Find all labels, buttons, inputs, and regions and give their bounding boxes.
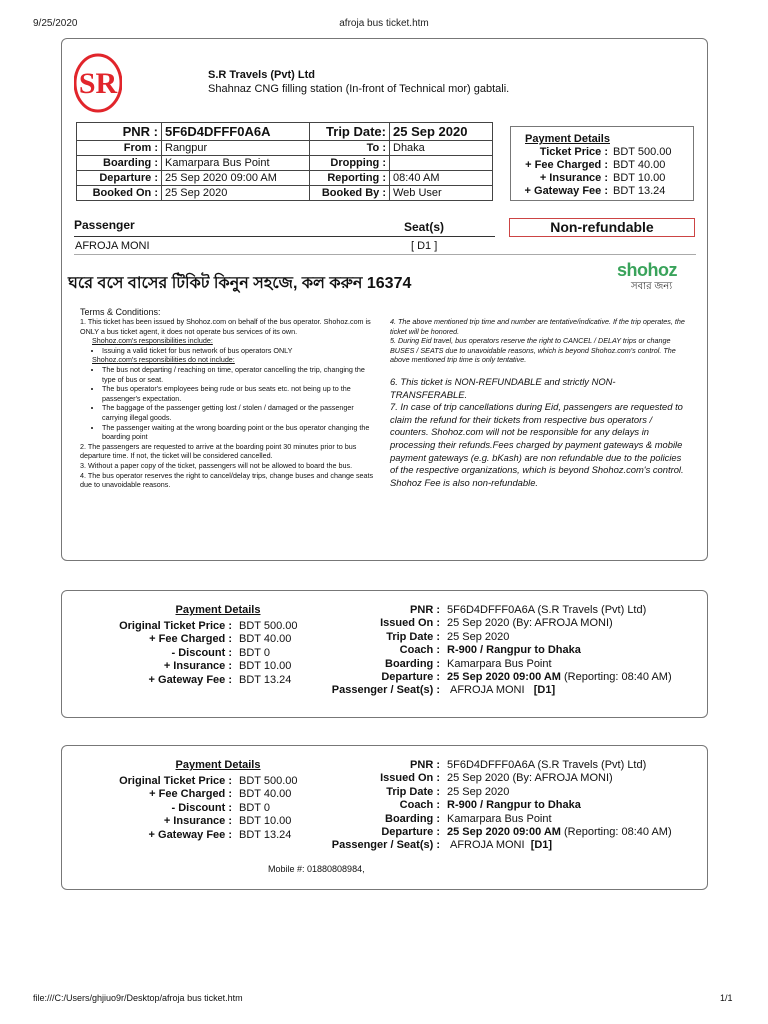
receipt-pay-label: + Gateway Fee : [148,828,232,841]
receipt-boarding-label: Boarding : [385,812,440,825]
receipt-coach-label: Coach : [399,644,440,657]
receipt-pay-row [62,633,291,646]
receipt-pnr-label: PNR : [410,759,440,771]
booked-by-label: Booked By : [310,186,390,201]
term-subheading: Shohoz.com's responsibilities include: [92,336,213,346]
receipt-pay-value: BDT 500.00 [239,775,298,787]
receipt-departure-label: Departure : [381,671,440,683]
mobile-number: Mobile #: 01880808984, [268,864,365,874]
payment-row [511,146,693,159]
receipt-payment-title: Payment Details [175,604,261,616]
receipt-pay-label: + Gateway Fee : [148,673,232,686]
receipt-card [61,745,708,890]
sr-logo-icon [74,53,122,113]
receipt-boarding-row [325,658,552,671]
receipt-pay-value: BDT 40.00 [239,633,292,646]
to-label: To : [310,141,390,156]
receipt-boarding-label: Boarding : [385,657,440,670]
departure-label: Departure : [77,171,162,186]
departure-value: 25 Sep 2020 09:00 AM [162,171,310,186]
receipt-departure-value: 25 Sep 2020 09:00 AM [447,826,561,838]
receipt-pay-row [62,647,270,660]
from-label: From : [77,141,162,156]
term-bullet: • The passenger waiting at the wrong boarding point or the bus operator changing the boarding point [102,423,380,442]
receipt-passenger-value: AFROJA MONI [450,684,525,697]
term-bullet: • The bus not departing / reaching on time, operator cancelling the trip, changing the type of bus or seat. [102,365,380,384]
receipt-seat-value: [D1] [530,839,553,852]
receipt-reporting-value: (Reporting: 08:40 AM) [564,671,672,683]
receipt-passenger-row [260,684,555,697]
receipt-pay-label: + Insurance : [163,660,232,673]
divider [74,236,495,237]
receipt-departure-row [325,671,672,684]
receipt-boarding-value: Kamarpara Bus Point [447,812,552,825]
passenger-header: Passenger [74,218,135,232]
receipt-trip-value: 25 Sep 2020 [447,785,510,798]
payment-row [511,185,693,198]
term-item: 3. Without a paper copy of the ticket, passengers will not be allowed to board the bus. [80,460,353,470]
receipt-pay-label: + Fee Charged : [149,633,232,646]
receipt-trip-row [325,786,509,799]
receipt-pay-row [62,788,291,801]
receipt-pnr-value: 5F6D4DFFF0A6A (S.R Travels (Pvt) Ltd) [447,604,647,616]
receipt-pay-row [62,802,270,815]
company-address: Shahnaz CNG filling station (In-front of Technical mor) gabtali. [208,83,510,95]
receipt-departure-value: 25 Sep 2020 09:00 AM [447,671,561,683]
dropping-label: Dropping : [310,156,390,171]
print-footer-page: 1/1 [720,993,733,1003]
pnr-value: 5F6D4DFFF0A6A [162,123,310,141]
receipt-departure-row [325,826,672,839]
receipt-boarding-row [325,813,552,826]
receipt-pay-value: BDT 10.00 [239,815,292,828]
term-subheading: Shohoz.com's responsibilities do not include: [92,355,235,365]
from-value: Rangpur [162,141,310,156]
receipt-pay-value: BDT 10.00 [239,660,292,673]
payment-label: Ticket Price : [539,146,608,158]
logo-text: SR [78,67,118,100]
term-item: 6. This ticket is NON-REFUNDABLE and strictly NON-TRANSFERABLE. [390,376,616,400]
receipt-passenger-row [260,839,552,852]
print-footer-path: file:///C:/Users/ghjiuo9r/Desktop/afroja bus ticket.htm [33,993,243,1003]
receipt-trip-label: Trip Date : [386,630,440,643]
receipt-passenger-label: Passenger / Seat(s) : [331,684,440,697]
payment-details-box [510,126,694,201]
print-date: 9/25/2020 [33,18,78,29]
term-bullet: • The baggage of the passenger getting lost / stolen / damaged or the passenger carrying illegal goods. [102,403,380,422]
passenger-seat: [ D1 ] [411,240,438,252]
reporting-label: Reporting : [310,171,390,186]
receipt-pay-value: BDT 13.24 [239,828,292,841]
receipt-pay-row [62,815,291,828]
receipt-issued-value: 25 Sep 2020 (By: AFROJA MONI) [447,772,613,785]
receipt-coach-row [325,799,581,812]
receipt-payment-title: Payment Details [175,759,261,771]
passenger-name: AFROJA MONI [75,240,150,252]
print-title: afroja bus ticket.htm [339,18,429,29]
term-item: 7. In case of trip cancellations during Eid, passengers are requested to claim the refund for their tickets from respective bus operators / counters. Shohoz.com will not be responsible for any delays in processing their refunds.Fees charged by payment gateways & mobile payment gateways (e.g. bKash) are non refundable due to the policies of the respective organizations, which is beyond Shohoz.com's control. Shohoz Fee is also non-refundable. [390,401,684,488]
payment-value: BDT 13.24 [613,185,666,197]
receipt-trip-row [325,631,509,644]
receipt-boarding-value: Kamarpara Bus Point [447,657,552,670]
receipt-passenger-value: AFROJA MONI [450,839,525,852]
terms-title: Terms & Conditions: [80,307,161,317]
receipt-pay-value: BDT 40.00 [239,788,292,801]
boarding-label: Boarding : [77,156,162,171]
term-item: 2. The passengers are requested to arrive at the boarding point 30 minutes prior to bus departure time. If not, the ticket will be considered cancelled. [80,441,357,461]
booked-by-value: Web User [390,186,493,201]
trip-date-value: 25 Sep 2020 [390,123,493,141]
terms-left-column [80,317,380,490]
payment-details-title: Payment Details [525,133,610,145]
receipt-pnr-label: PNR : [410,604,440,616]
receipt-pay-row [62,775,298,788]
receipt-pnr-row [325,759,646,772]
receipt-coach-row [325,644,581,657]
non-refundable-badge: Non-refundable [509,218,695,237]
receipt-pay-label: Original Ticket Price : [119,620,232,632]
receipt-pay-row [62,829,291,842]
receipt-trip-label: Trip Date : [386,785,440,798]
receipt-card [61,590,708,718]
payment-label: + Gateway Fee : [524,185,608,197]
payment-label: + Fee Charged : [525,159,608,171]
receipt-issued-label: Issued On : [380,772,440,785]
payment-value: BDT 10.00 [613,172,666,184]
receipt-pay-label: + Fee Charged : [149,788,232,801]
term-item: 4. The above mentioned trip time and number are tentative/indicative. If the trip operates, the ticket will be honored. [390,317,685,336]
receipt-pay-value: BDT 0 [239,801,270,814]
receipt-pay-label: - Discount : [171,646,232,659]
shohoz-tagline: সবার জন্য [631,281,673,292]
company-name: S.R Travels (Pvt) Ltd [208,69,315,81]
bangla-banner: ঘরে বসে বাসের টিকিট কিনুন সহজে, কল করুন 16374 [68,275,412,292]
receipt-pay-value: BDT 0 [239,646,270,659]
receipt-coach-label: Coach : [399,799,440,812]
payment-row [511,172,693,185]
payment-value: BDT 500.00 [613,146,672,158]
payment-row [511,159,693,172]
booked-on-value: 25 Sep 2020 [162,186,310,201]
pnr-label: PNR : [77,123,162,141]
receipt-pay-row [62,620,298,633]
term-bullet: • Issuing a valid ticket for bus network of bus operators ONLY [102,346,380,356]
term-item: 1. This ticket has been issued by Shohoz.com on behalf of the bus operator. Shohoz.com is ONLY a bus ticket agent, it does not operate bus services of its own. [80,317,371,336]
receipt-pay-row [62,660,291,673]
seat-header: Seat(s) [404,220,445,234]
receipt-issued-row [325,772,613,785]
receipt-pay-row [62,674,291,687]
receipt-pnr-value: 5F6D4DFFF0A6A (S.R Travels (Pvt) Ltd) [447,759,647,771]
receipt-pay-value: BDT 500.00 [239,620,298,632]
booked-on-label: Booked On : [77,186,162,201]
receipt-reporting-value: (Reporting: 08:40 AM) [564,826,672,838]
receipt-seat-value: [D1] [533,684,556,697]
receipt-issued-value: 25 Sep 2020 (By: AFROJA MONI) [447,617,613,630]
term-item: 4. The bus operator reserves the right to cancel/delay trips, change buses and change seats due to unavoidable reasons. [80,470,374,490]
receipt-pay-label: + Insurance : [163,815,232,828]
receipt-pay-label: Original Ticket Price : [119,775,232,787]
receipt-pay-value: BDT 13.24 [239,673,292,686]
shohoz-logo: shohoz [617,260,677,280]
terms-right-column-large [390,376,686,489]
trip-info-table [76,122,493,201]
receipt-pnr-row [325,604,646,617]
term-item: 5. During Eid travel, bus operators reserve the right to CANCEL / DELAY trips or change BUSES / SEATS due to unavoidable reasons, which is beyond Shohoz.com's control. The above mentioned trip time is only tentative. [390,336,676,365]
receipt-coach-value: R-900 / Rangpur to Dhaka [447,799,581,812]
receipt-trip-value: 25 Sep 2020 [447,630,510,643]
term-bullet: • The bus operator's employees being rude or bus seats etc. not being up to the passenger's expectation. [102,384,380,403]
payment-value: BDT 40.00 [613,159,666,171]
payment-label: + Insurance : [539,172,608,184]
receipt-coach-value: R-900 / Rangpur to Dhaka [447,644,581,657]
receipt-issued-row [325,617,613,630]
reporting-value: 08:40 AM [390,171,493,186]
trip-date-label: Trip Date: [310,123,390,141]
boarding-value: Kamarpara Bus Point [162,156,310,171]
terms-right-column [390,317,686,365]
dropping-value [390,156,493,171]
receipt-passenger-label: Passenger / Seat(s) : [331,839,440,852]
receipt-departure-label: Departure : [381,826,440,838]
receipt-pay-label: - Discount : [171,801,232,814]
divider [74,254,696,255]
to-value: Dhaka [390,141,493,156]
receipt-issued-label: Issued On : [380,617,440,630]
